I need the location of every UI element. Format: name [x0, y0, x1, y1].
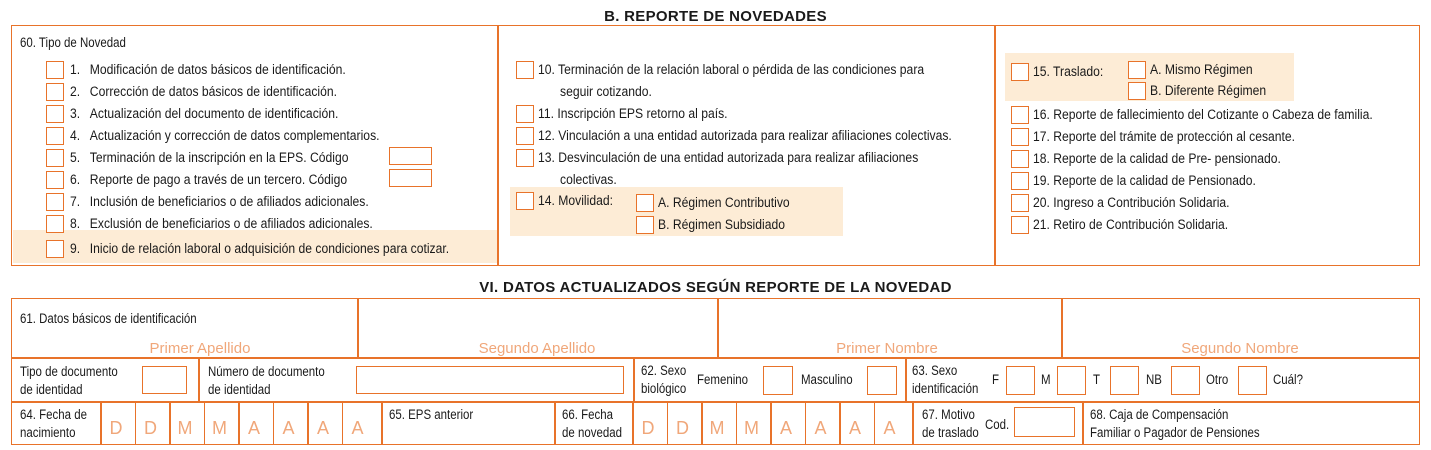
- checkbox-16[interactable]: [1011, 106, 1029, 124]
- date-divider: [238, 401, 240, 445]
- item-16-text: 16. Reporte de fallecimiento del Cotizante o Cabeza de familia.: [1033, 107, 1373, 122]
- item-2-label: Corrección de datos básicos de identificación.: [89, 84, 337, 99]
- item-12-text: 12. Vinculación a una entidad autorizada para realizar afiliaciones colectivas.: [538, 128, 952, 143]
- item-13-text: 13. Desvinculación de una entidad autorizada para realizar afiliaciones: [538, 150, 919, 165]
- caja-label-2: Familiar o Pagador de Pensiones: [1090, 425, 1260, 440]
- primer-apellido-field[interactable]: Primer Apellido: [149, 340, 251, 357]
- masculino-label: Masculino: [801, 372, 853, 387]
- date-divider: [169, 401, 171, 445]
- item-9-text: [70, 238, 449, 260]
- item-10-text-2: seguir cotizando.: [560, 84, 652, 99]
- checkbox-10[interactable]: [516, 61, 534, 79]
- num-doc-box[interactable]: [356, 366, 624, 394]
- date-letter[interactable]: D: [144, 418, 157, 438]
- checkbox-14a[interactable]: [636, 194, 654, 212]
- segundo-apellido-field[interactable]: Segundo Apellido: [478, 340, 596, 357]
- nb-label: NB: [1146, 372, 1162, 387]
- date-divider: [342, 401, 344, 445]
- cod-box[interactable]: [1014, 407, 1075, 437]
- nb-box[interactable]: [1171, 366, 1200, 395]
- item-17-text: 17. Reporte del trámite de protección al cesante.: [1033, 129, 1296, 144]
- row-divider: [11, 357, 1420, 359]
- checkbox-21[interactable]: [1011, 216, 1029, 234]
- f-label: F: [992, 372, 1000, 387]
- item-14b-text: B. Régimen Subsidiado: [658, 217, 785, 232]
- segundo-nombre-field[interactable]: Segundo Nombre: [1181, 340, 1299, 357]
- date-letter[interactable]: M: [744, 418, 759, 438]
- motivo-label: 67. Motivo: [922, 407, 975, 422]
- item-10-text: 10. Terminación de la relación laboral o pérdida de las condiciones para: [538, 62, 925, 77]
- otro-label: Otro: [1206, 372, 1229, 387]
- item-6-label: Reporte de pago a través de un tercero. Código: [89, 172, 348, 187]
- checkbox-15[interactable]: [1011, 63, 1029, 81]
- checkbox-9[interactable]: [46, 240, 64, 258]
- date-divider: [701, 401, 703, 445]
- divider: [717, 298, 719, 358]
- sexo-id-label: 63. Sexo: [912, 363, 958, 378]
- field-60-label: 60. Tipo de Novedad: [20, 35, 126, 50]
- date-letter[interactable]: A: [282, 418, 295, 438]
- date-letter[interactable]: D: [109, 418, 123, 438]
- divider: [994, 25, 996, 266]
- section-vi-title: VI. DATOS ACTUALIZADOS SEGÚN REPORTE DE LA NOVEDAD: [479, 279, 952, 296]
- item-3-num: 3.: [70, 106, 81, 121]
- item-20-text: 20. Ingreso a Contribución Solidaria.: [1033, 195, 1230, 210]
- item-7-num: 7.: [70, 194, 81, 209]
- fecha-nov-label: 66. Fecha: [562, 407, 614, 422]
- checkbox-7[interactable]: [46, 193, 64, 211]
- masculino-box[interactable]: [867, 366, 897, 395]
- checkbox-14[interactable]: [516, 192, 534, 210]
- checkbox-15b[interactable]: [1128, 82, 1146, 100]
- fecha-nov-label-2: de novedad: [562, 425, 622, 440]
- date-letter[interactable]: A: [247, 418, 260, 438]
- checkbox-12[interactable]: [516, 127, 534, 145]
- item-15a-text: A. Mismo Régimen: [1150, 62, 1253, 77]
- divider: [1082, 401, 1084, 445]
- checkbox-4[interactable]: [46, 127, 64, 145]
- checkbox-3[interactable]: [46, 105, 64, 123]
- checkbox-17[interactable]: [1011, 128, 1029, 146]
- fecha-nac-label-2: nacimiento: [20, 425, 76, 440]
- otro-box[interactable]: [1238, 366, 1267, 395]
- item-5-label: Terminación de la inscripción en la EPS. Código: [89, 150, 349, 165]
- checkbox-5[interactable]: [46, 149, 64, 167]
- item-4-label: Actualización y corrección de datos complementarios.: [89, 128, 380, 143]
- divider: [905, 357, 907, 402]
- date-divider: [273, 401, 275, 445]
- date-letter[interactable]: A: [351, 418, 364, 438]
- f-box[interactable]: [1006, 366, 1035, 395]
- date-divider: [874, 401, 876, 445]
- t-label: T: [1093, 372, 1101, 387]
- divider: [198, 357, 200, 402]
- item-21-text: 21. Retiro de Contribución Solidaria.: [1033, 217, 1229, 232]
- checkbox-14b[interactable]: [636, 216, 654, 234]
- date-divider: [736, 401, 738, 445]
- num-doc-label: Número de documento: [208, 364, 325, 379]
- motivo-label-2: de traslado: [922, 425, 979, 440]
- checkbox-6[interactable]: [46, 171, 64, 189]
- eps-anterior-label: 65. EPS anterior: [389, 407, 474, 422]
- item-15b-text: B. Diferente Régimen: [1150, 83, 1267, 98]
- date-letter[interactable]: M: [709, 418, 725, 438]
- field-61-label: 61. Datos básicos de identificación: [20, 311, 197, 326]
- checkbox-20[interactable]: [1011, 194, 1029, 212]
- checkbox-11[interactable]: [516, 105, 534, 123]
- item-14-text: 14. Movilidad:: [538, 193, 613, 208]
- item-3-text: [70, 103, 338, 125]
- divider: [912, 401, 914, 445]
- date-divider: [805, 401, 807, 445]
- item-1-label: Modificación de datos básicos de identificación.: [89, 62, 346, 77]
- item-9-label: Inicio de relación laboral o adquisición de condiciones para cotizar.: [89, 241, 450, 256]
- item-8-num: 8.: [70, 216, 81, 231]
- item-9-num: 9.: [70, 241, 81, 256]
- item-13-text-2: colectivas.: [560, 172, 617, 187]
- sexo-bio-label-2: biológico: [641, 381, 687, 396]
- item-5-num: 5.: [70, 150, 81, 165]
- item-4-text: [70, 125, 380, 147]
- divider: [497, 25, 499, 266]
- date-divider: [632, 401, 634, 445]
- item-11-text: 11. Inscripción EPS retorno al país.: [538, 106, 728, 121]
- date-divider: [307, 401, 309, 445]
- date-letter[interactable]: M: [212, 418, 227, 438]
- divider: [1061, 298, 1063, 358]
- tipo-doc-label: Tipo de documento: [20, 364, 118, 379]
- checkbox-19[interactable]: [1011, 172, 1029, 190]
- date-letter[interactable]: D: [676, 418, 689, 438]
- item-3-label: Actualización del documento de identificación.: [89, 106, 339, 121]
- primer-nombre-field[interactable]: Primer Nombre: [836, 340, 938, 357]
- item-1-text: [70, 59, 346, 81]
- item-6-text: [70, 169, 347, 191]
- section-b-title: B. REPORTE DE NOVEDADES: [604, 8, 827, 25]
- codigo-6-box[interactable]: [389, 169, 432, 187]
- tipo-doc-label-2: de identidad: [20, 382, 83, 397]
- sexo-id-label-2: identificación: [912, 381, 979, 396]
- divider: [554, 401, 556, 445]
- t-box[interactable]: [1110, 366, 1139, 395]
- fecha-nac-label: 64. Fecha de: [20, 407, 87, 422]
- date-divider: [839, 401, 841, 445]
- item-8-label: Exclusión de beneficiarios o de afiliados adicionales.: [89, 216, 373, 231]
- date-letter[interactable]: A: [883, 418, 896, 438]
- divider: [381, 401, 383, 445]
- m-label: M: [1041, 372, 1051, 387]
- date-divider: [100, 401, 102, 445]
- date-divider: [667, 401, 669, 445]
- date-letter[interactable]: A: [848, 418, 861, 438]
- item-7-text: [70, 191, 369, 213]
- checkbox-1[interactable]: [46, 61, 64, 79]
- date-divider: [770, 401, 772, 445]
- cual-label: Cuál?: [1273, 372, 1303, 387]
- checkbox-13[interactable]: [516, 149, 534, 167]
- date-letter[interactable]: A: [779, 418, 792, 438]
- femenino-box[interactable]: [763, 366, 793, 395]
- item-18-text: 18. Reporte de la calidad de Pre- pensionado.: [1033, 151, 1281, 166]
- item-4-num: 4.: [70, 128, 81, 143]
- divider: [633, 357, 635, 402]
- item-6-num: 6.: [70, 172, 81, 187]
- cod-label: Cod.: [985, 417, 1010, 432]
- date-divider: [204, 401, 206, 445]
- date-letter[interactable]: A: [814, 418, 827, 438]
- checkbox-18[interactable]: [1011, 150, 1029, 168]
- caja-label: 68. Caja de Compensación: [1090, 407, 1229, 422]
- date-letter[interactable]: D: [641, 418, 655, 438]
- item-15-text: 15. Traslado:: [1033, 64, 1104, 79]
- item-5-text: [70, 147, 348, 169]
- row-divider: [11, 401, 1420, 403]
- item-1-num: 1.: [70, 62, 81, 77]
- item-8-text: [70, 213, 373, 235]
- sexo-bio-label: 62. Sexo: [641, 363, 687, 378]
- num-doc-label-2: de identidad: [208, 382, 271, 397]
- item-14a-text: A. Régimen Contributivo: [658, 195, 790, 210]
- femenino-label: Femenino: [697, 372, 749, 387]
- tipo-doc-box[interactable]: [142, 366, 187, 394]
- date-letter[interactable]: M: [177, 418, 193, 438]
- date-letter[interactable]: A: [316, 418, 329, 438]
- codigo-5-box[interactable]: [389, 147, 432, 165]
- item-19-text: 19. Reporte de la calidad de Pensionado.: [1033, 173, 1256, 188]
- checkbox-2[interactable]: [46, 83, 64, 101]
- m-box[interactable]: [1057, 366, 1086, 395]
- divider: [357, 298, 359, 358]
- checkbox-8[interactable]: [46, 215, 64, 233]
- checkbox-15a[interactable]: [1128, 61, 1146, 79]
- item-2-text: [70, 81, 337, 103]
- item-7-label: Inclusión de beneficiarios o de afiliados adicionales.: [89, 194, 369, 209]
- date-divider: [135, 401, 137, 445]
- item-2-num: 2.: [70, 84, 81, 99]
